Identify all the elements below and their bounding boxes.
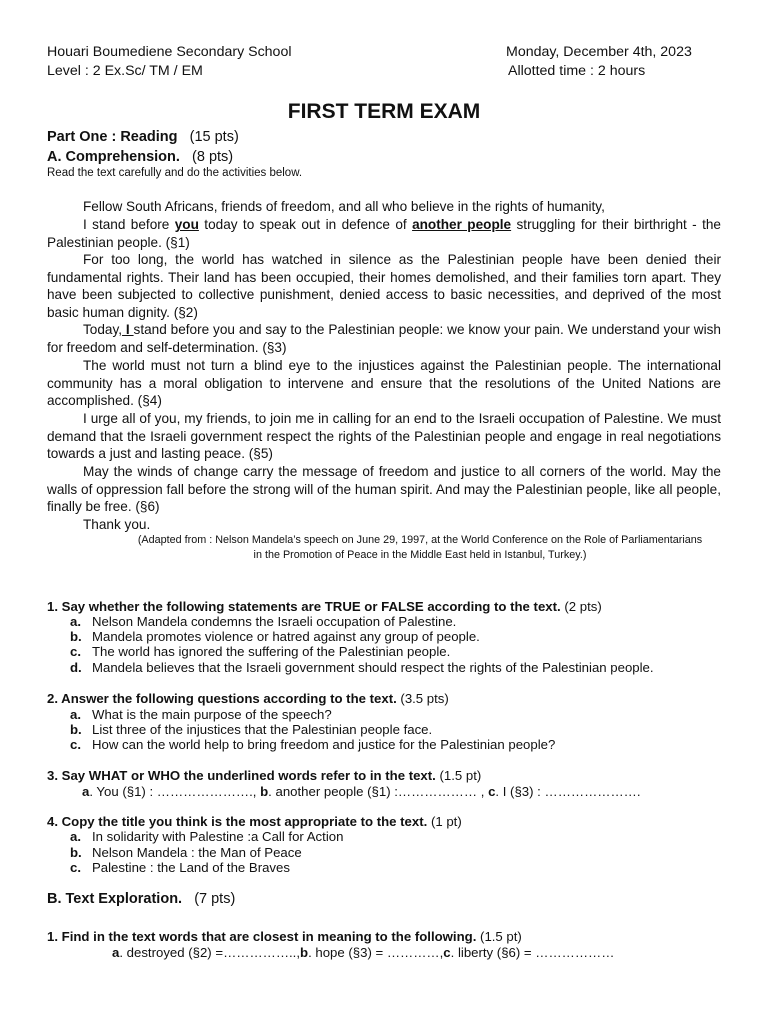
q4-item-a bbox=[70, 829, 343, 844]
section-b-points: (7 pts) bbox=[194, 891, 236, 907]
section-a-label: A. Comprehension. bbox=[47, 149, 180, 165]
item-text: How can the world help to bring freedom and justice for the Palestinian people? bbox=[92, 737, 556, 752]
p6-text: May the winds of change carry the message of freedom and justice to all corners of the world. May the walls of oppression fall before the strong will of the human spirit. And may the Palestinian people, like all people, finally be free. (§6) bbox=[47, 464, 721, 515]
question-4-text: 4. Copy the title you think is the most appropriate to the text. bbox=[47, 814, 428, 829]
question-1-text: 1. Say whether the following statements are TRUE or FALSE according to the text. bbox=[47, 599, 561, 614]
fill-text-b: . hope (§3) = …………, bbox=[308, 945, 444, 960]
speech-paragraph-5 bbox=[47, 410, 721, 463]
item-text: Mandela believes that the Israeli government should respect the rights of the Palestinian people. bbox=[92, 660, 654, 675]
level: Level : 2 Ex.Sc/ TM / EM bbox=[47, 63, 203, 79]
speech-paragraph-1 bbox=[47, 216, 721, 251]
question-2-points: (3.5 pts) bbox=[400, 691, 449, 706]
item-text: What is the main purpose of the speech? bbox=[92, 707, 332, 722]
section-b-heading bbox=[47, 891, 235, 907]
p3-text-a: Today, bbox=[83, 322, 123, 337]
item-letter: b. bbox=[70, 629, 82, 644]
item-letter: a. bbox=[70, 829, 81, 844]
q4-item-b bbox=[70, 845, 302, 860]
school-name: Houari Boumediene Secondary School bbox=[47, 44, 292, 60]
question-3-points: (1.5 pt) bbox=[439, 768, 482, 783]
q3-answer-line bbox=[82, 784, 640, 799]
section-a-heading bbox=[47, 149, 233, 165]
p3-text-b: stand before you and say to the Palestinian people: we know your pain. We understand your wish for freedom and self-determination. (§3) bbox=[47, 322, 721, 355]
speech-paragraph-2 bbox=[47, 251, 721, 321]
p4-text: The world must not turn a blind eye to the injustices against the Palestinian people. The international community has a moral obligation to intervene and ensure that the resolutions of the United Nations are accomplished. (§4) bbox=[47, 358, 721, 409]
underlined-i: I bbox=[122, 322, 134, 337]
question-1 bbox=[47, 599, 602, 614]
q2-item-c bbox=[70, 737, 555, 752]
source-line-2: in the Promotion of Peace in the Middle East held in Istanbul, Turkey.) bbox=[253, 549, 587, 561]
question-3 bbox=[47, 768, 481, 783]
q2-item-b bbox=[70, 722, 432, 737]
p5-text: I urge all of you, my friends, to join me in calling for an end to the Israeli occupation of Palestine. We must demand that the Israeli government respect the rights of the Palestinian people and engage in real negotiations towards a just and lasting peace. (§5) bbox=[47, 411, 721, 462]
closing-text: Thank you. bbox=[83, 517, 151, 532]
question-2-text: 2. Answer the following questions according to the text. bbox=[47, 691, 397, 706]
q1-item-b bbox=[70, 629, 480, 644]
item-text: Nelson Mandela condemns the Israeli occupation of Palestine. bbox=[92, 614, 457, 629]
b1-text: 1. Find in the text words that are closest in meaning to the following. bbox=[47, 929, 477, 944]
exam-date: Monday, December 4th, 2023 bbox=[506, 44, 692, 60]
item-letter: c. bbox=[70, 860, 81, 875]
section-a-instruction: Read the text carefully and do the activities below. bbox=[47, 167, 303, 179]
speech-paragraph-3 bbox=[47, 321, 721, 356]
question-2 bbox=[47, 691, 449, 706]
fill-letter-a: a bbox=[112, 945, 120, 960]
speech-closing bbox=[47, 516, 721, 534]
speech-paragraph-6 bbox=[47, 463, 721, 516]
underlined-another-people: another people bbox=[412, 217, 512, 232]
q4-item-c bbox=[70, 860, 290, 875]
q1-item-c bbox=[70, 644, 450, 659]
section-b-label: B. Text Exploration. bbox=[47, 891, 183, 907]
p2-text: For too long, the world has watched in silence as the Palestinian people have been denied their fundamental rights. Their land has been occupied, their homes demolished, and their families torn apart. They have been subjected to collective punishment, denied access to basic necessities, and deprived of the most basic human dignity. (§2) bbox=[47, 252, 721, 320]
salutation-text: Fellow South Africans, friends of freedom, and all who believe in the rights of humanity, bbox=[83, 199, 605, 214]
exam-title: FIRST TERM EXAM bbox=[287, 100, 481, 123]
item-letter: a. bbox=[70, 707, 81, 722]
q1-item-d bbox=[70, 660, 654, 675]
item-letter: b. bbox=[70, 722, 82, 737]
fill-letter-c: c bbox=[488, 784, 496, 799]
item-text: List three of the injustices that the Palestinian people face. bbox=[92, 722, 433, 737]
p1-text-a: I stand before bbox=[83, 217, 175, 232]
b1-answer-line bbox=[112, 945, 614, 960]
item-letter: b. bbox=[70, 845, 82, 860]
speech-salutation bbox=[47, 198, 721, 216]
fill-text-a: . You (§1) : …………………., bbox=[89, 784, 261, 799]
item-letter: c. bbox=[70, 644, 81, 659]
fill-text-b: . another people (§1) :……………… , bbox=[268, 784, 489, 799]
question-4 bbox=[47, 814, 462, 829]
source-line-1: (Adapted from : Nelson Mandela’s speech on June 29, 1997, at the World Conference on the Role of Parliamentarians bbox=[137, 534, 703, 546]
item-letter: c. bbox=[70, 737, 81, 752]
allotted-time: Allotted time : 2 hours bbox=[508, 63, 646, 79]
part-one-heading bbox=[47, 129, 239, 145]
p1-text-b: today to speak out in defence of bbox=[198, 217, 413, 232]
item-letter: a. bbox=[70, 614, 81, 629]
fill-text-c: . I (§3) : …………………. bbox=[495, 784, 641, 799]
section-b-question-1 bbox=[47, 929, 522, 944]
q2-item-a bbox=[70, 707, 332, 722]
section-a-points: (8 pts) bbox=[192, 149, 234, 165]
speech-source bbox=[100, 533, 740, 563]
part-one-label: Part One : Reading bbox=[47, 129, 178, 145]
underlined-you: you bbox=[174, 217, 199, 232]
fill-letter-b: b bbox=[260, 784, 269, 799]
speech-paragraph-4 bbox=[47, 357, 721, 410]
item-text: Palestine : the Land of the Braves bbox=[92, 860, 290, 875]
p1-text-c: struggling for their birthright - the Palestinian people. (§1) bbox=[47, 217, 721, 250]
item-text: Mandela promotes violence or hatred against any group of people. bbox=[92, 629, 480, 644]
item-text: Nelson Mandela : the Man of Peace bbox=[92, 845, 302, 860]
fill-letter-a: a bbox=[82, 784, 90, 799]
part-one-points: (15 pts) bbox=[189, 129, 239, 145]
question-1-points: (2 pts) bbox=[564, 599, 602, 614]
fill-text-a: . destroyed (§2) =…………….., bbox=[119, 945, 300, 960]
question-4-points: (1 pt) bbox=[430, 814, 462, 829]
question-3-text: 3. Say WHAT or WHO the underlined words refer to in the text. bbox=[47, 768, 436, 783]
b1-points: (1.5 pt) bbox=[480, 929, 522, 944]
q1-item-a bbox=[70, 614, 456, 629]
fill-text-c: . liberty (§6) = ……………… bbox=[450, 945, 615, 960]
item-text: The world has ignored the suffering of the Palestinian people. bbox=[92, 644, 451, 659]
fill-letter-b: b bbox=[300, 945, 309, 960]
fill-letter-c: c bbox=[443, 945, 451, 960]
item-letter: d. bbox=[70, 660, 82, 675]
item-text: In solidarity with Palestine :a Call for Action bbox=[92, 829, 344, 844]
